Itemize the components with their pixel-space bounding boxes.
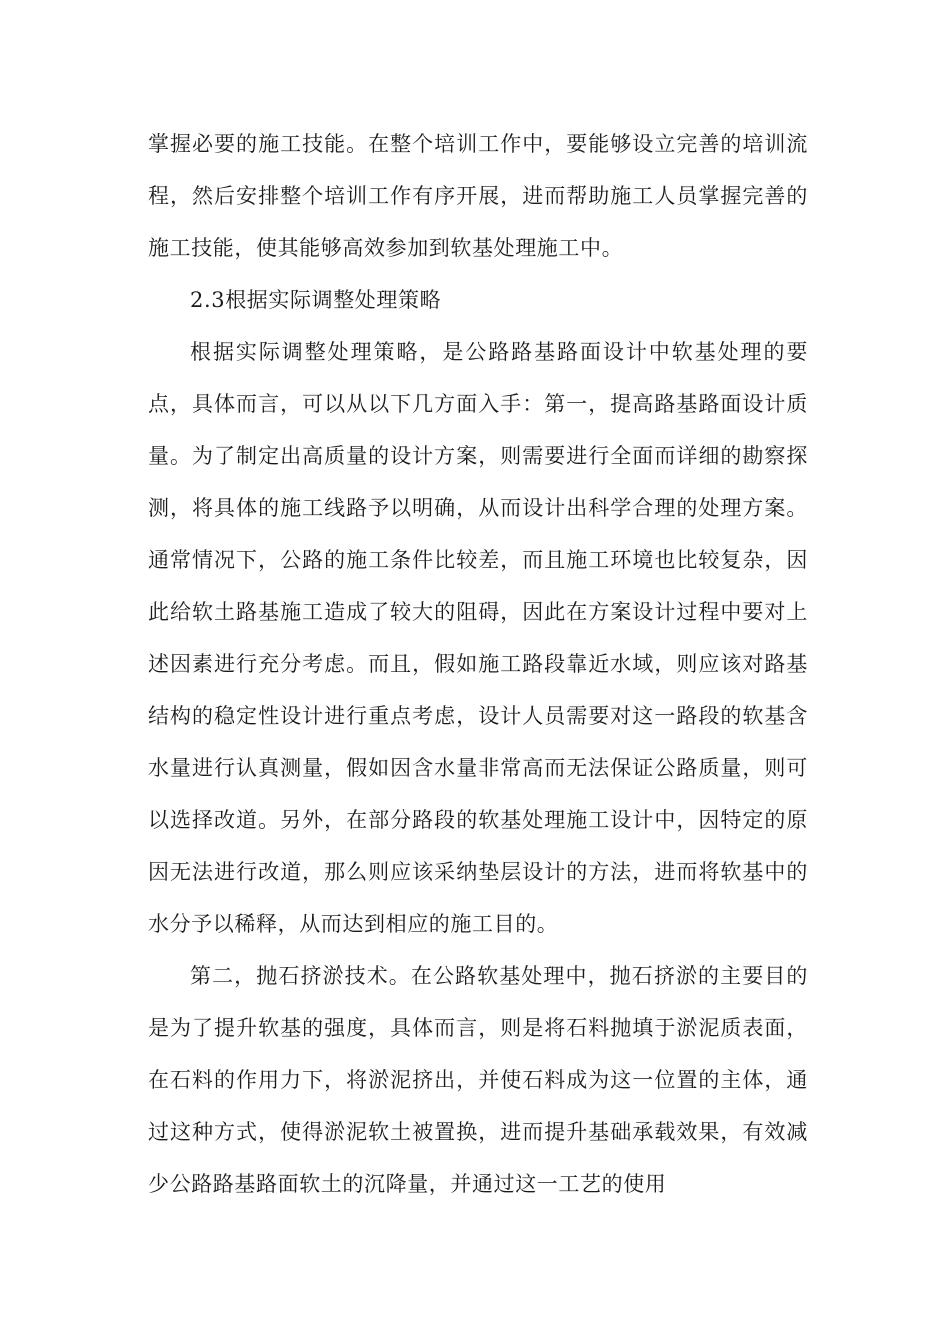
section-heading-2-3: 2.3根据实际调整处理策略 (190, 288, 442, 312)
document-body (148, 118, 808, 1210)
paragraph-riprap-squeeze: 第二，抛石挤淤技术。在公路软基处理中，抛石挤淤的主要目的是为了提升软基的强度，具体而言，则是将石料抛填于淤泥质表面，在石料的作用力下，将淤泥挤出，并使石料成为这一位置的主体，通过这种方式，使得淤泥软土被置换，进而提升基础承载效果，有效减少公路路基路面软土的沉降量，并通过这一工艺的使用 (148, 964, 808, 1196)
paragraph-training-conclusion: 掌握必要的施工技能。在整个培训工作中，要能够设立完善的培训流程，然后安排整个培训工作有序开展，进而帮助施工人员掌握完善的施工技能，使其能够高效参加到软基处理施工中。 (148, 132, 808, 260)
paragraph-design-quality: 根据实际调整处理策略，是公路路基路面设计中软基处理的要点，具体而言，可以从以下几方面入手：第一，提高路基路面设计质量。为了制定出高质量的设计方案，则需要进行全面而详细的勘察探测，将具体的施工线路予以明确，从而设计出科学合理的处理方案。通常情况下，公路的施工条件比较差，而且施工环境也比较复杂，因此给软土路基施工造成了较大的阻碍，因此在方案设计过程中要对上述因素进行充分考虑。而且，假如施工路段靠近水域，则应该对路基结构的稳定性设计进行重点考虑，设计人员需要对这一路段的软基含水量进行认真测量，假如因含水量非常高而无法保证公路质量，则可以选择改道。另外，在部分路段的软基处理施工设计中，因特定的原因无法进行改道，那么则应该采纳垫层设计的方法，进而将软基中的水分予以稀释，从而达到相应的施工目的。 (148, 340, 808, 936)
